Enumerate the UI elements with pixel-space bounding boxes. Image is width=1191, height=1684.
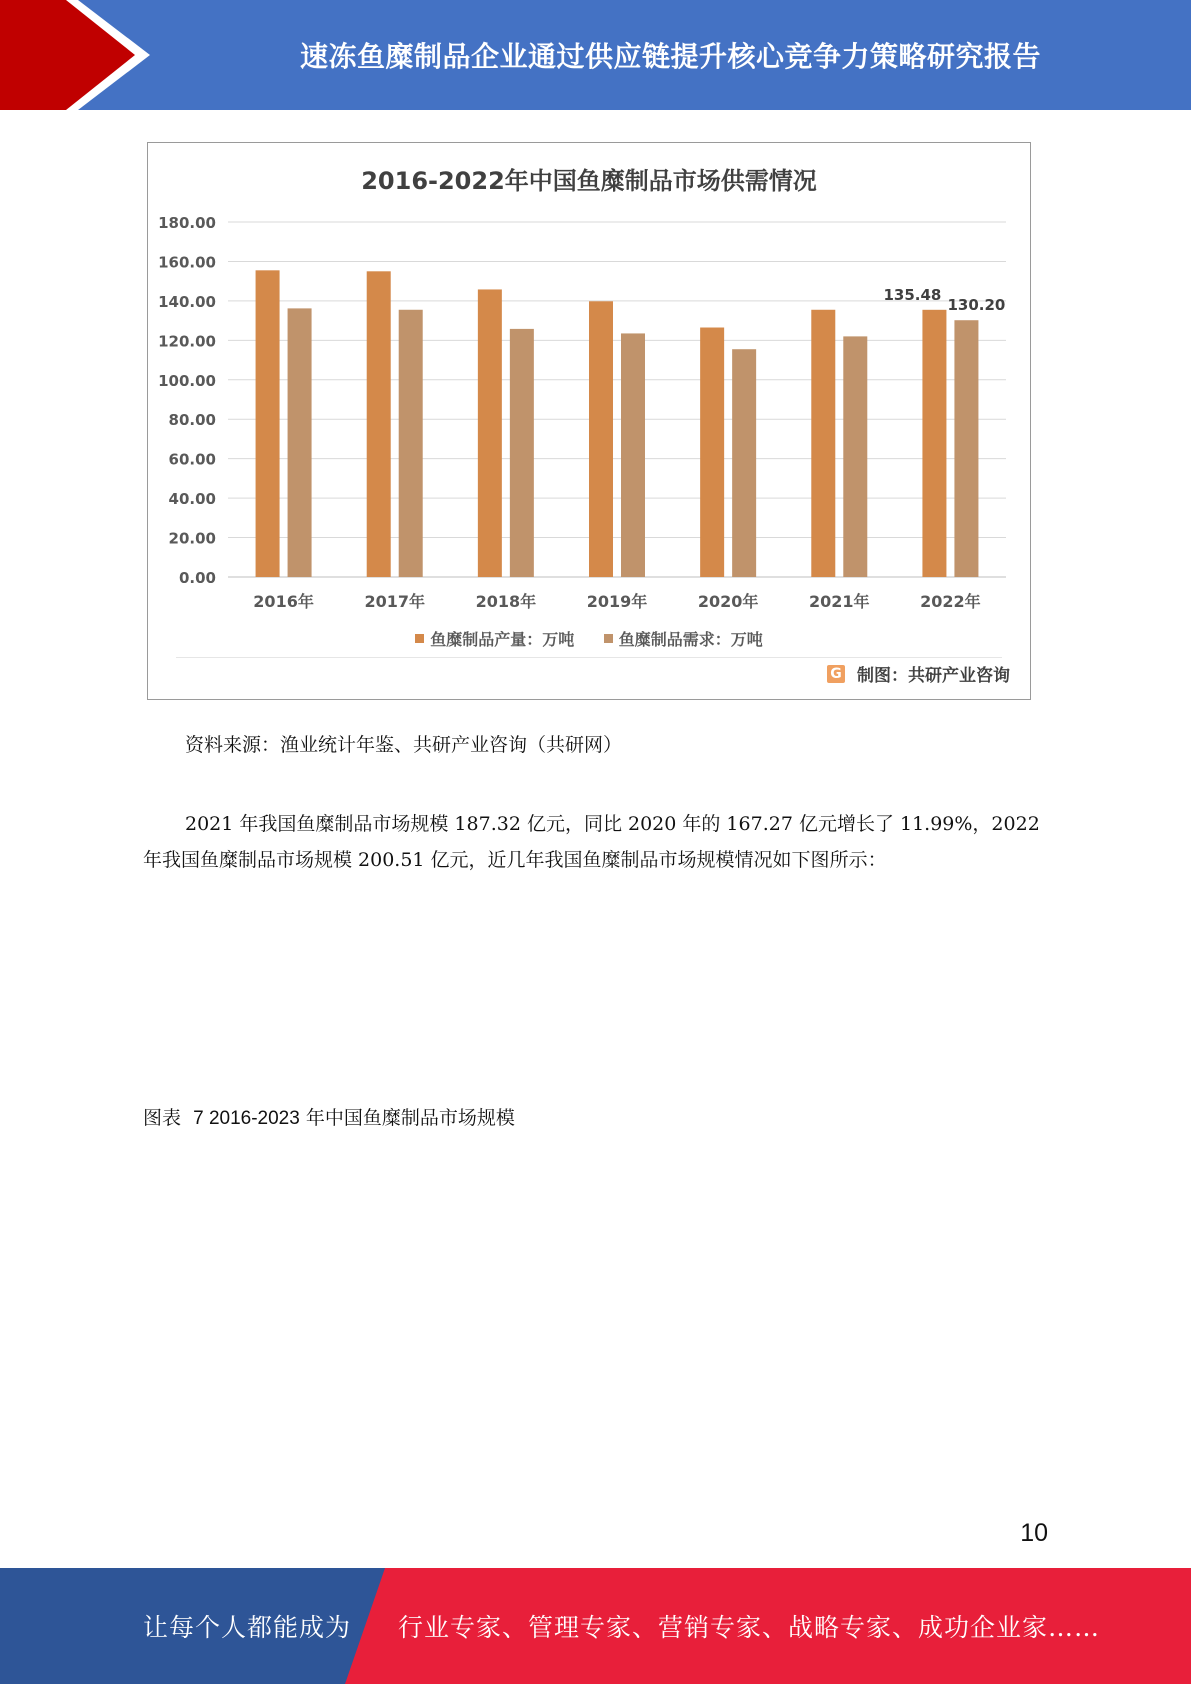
y-tick-label: 180.00 — [158, 214, 216, 232]
y-tick-label: 140.00 — [158, 292, 216, 311]
legend-label-production: 鱼糜制品产量：万吨 — [430, 630, 575, 649]
x-tick-label: 2016年 — [253, 592, 314, 611]
bar-production — [811, 310, 835, 577]
bar-demand — [732, 349, 756, 577]
legend-label-demand: 鱼糜制品需求：万吨 — [618, 630, 763, 649]
legend-item-demand — [604, 627, 763, 650]
credit-logo-icon: G — [827, 665, 845, 683]
bar-production — [589, 301, 613, 577]
data-label: 130.20 — [947, 296, 1006, 315]
supply-demand-chart — [147, 142, 1031, 700]
source-note: 资料来源：渔业统计年鉴、共研产业咨询（共研网） — [185, 734, 623, 756]
header-chevron-icon — [0, 0, 160, 110]
x-tick-label: 2020年 — [697, 592, 759, 611]
x-tick-label: 2022年 — [920, 592, 981, 611]
bar-production — [256, 270, 280, 577]
bar-production — [367, 271, 391, 577]
page-number: 10 — [1020, 1519, 1048, 1547]
bar-demand — [954, 320, 978, 577]
bar-production — [700, 328, 724, 577]
page-footer — [0, 1568, 1191, 1684]
bar-demand — [621, 333, 645, 577]
x-tick-label: 2019年 — [586, 592, 648, 611]
chart-divider — [176, 657, 1002, 658]
footer-slogan-right: 行业专家、管理专家、营销专家、战略专家、成功企业家…… — [398, 1613, 1101, 1642]
footer-slogan-left: 让每个人都能成为 — [143, 1613, 352, 1642]
y-tick-label: 40.00 — [168, 490, 216, 509]
legend-swatch-production — [415, 634, 424, 643]
y-tick-label: 100.00 — [158, 371, 216, 390]
x-tick-label: 2018年 — [475, 592, 537, 611]
y-tick-label: 160.00 — [158, 253, 216, 272]
bar-demand — [288, 308, 312, 577]
caption-text: 年中国鱼糜制品市场规模 — [305, 1107, 515, 1129]
body-paragraph: 2021 年我国鱼糜制品市场规模 187.32 亿元，同比 2020 年的 167.27 亿元增长了 11.99%，2022 年我国鱼糜制品市场规模 200.51 亿元，近几年我国鱼糜制品市场规模情况如下图所示： — [143, 813, 1040, 871]
x-tick-label: 2021年 — [809, 592, 870, 611]
legend-swatch-demand — [604, 634, 613, 643]
chart-credit — [827, 661, 1010, 686]
legend-item-production — [415, 627, 574, 650]
figure-caption — [143, 1103, 515, 1130]
chart-plot — [148, 143, 1032, 613]
y-tick-label: 80.00 — [168, 411, 216, 430]
bar-production — [922, 310, 946, 577]
y-tick-label: 20.00 — [168, 529, 216, 548]
x-tick-label: 2017年 — [364, 592, 425, 611]
chart-title: 2016-2022年中国鱼糜制品市场供需情况 — [361, 167, 817, 195]
y-tick-label: 0.00 — [178, 569, 216, 587]
data-label: 135.48 — [883, 285, 942, 304]
page-header — [0, 0, 1191, 110]
y-tick-label: 60.00 — [168, 450, 216, 469]
caption-label: 图表 — [143, 1107, 182, 1129]
report-title: 速冻鱼糜制品企业通过供应链提升核心竞争力策略研究报告 — [299, 40, 1041, 73]
bar-demand — [843, 336, 867, 577]
chart-legend — [148, 627, 1030, 650]
bar-demand — [510, 329, 534, 577]
y-tick-label: 120.00 — [158, 332, 216, 351]
bar-demand — [399, 310, 423, 577]
chart-credit-text: 制图：共研产业咨询 — [857, 666, 1010, 686]
bar-production — [478, 289, 502, 577]
caption-number: 7 2016-2023 — [193, 1108, 300, 1129]
